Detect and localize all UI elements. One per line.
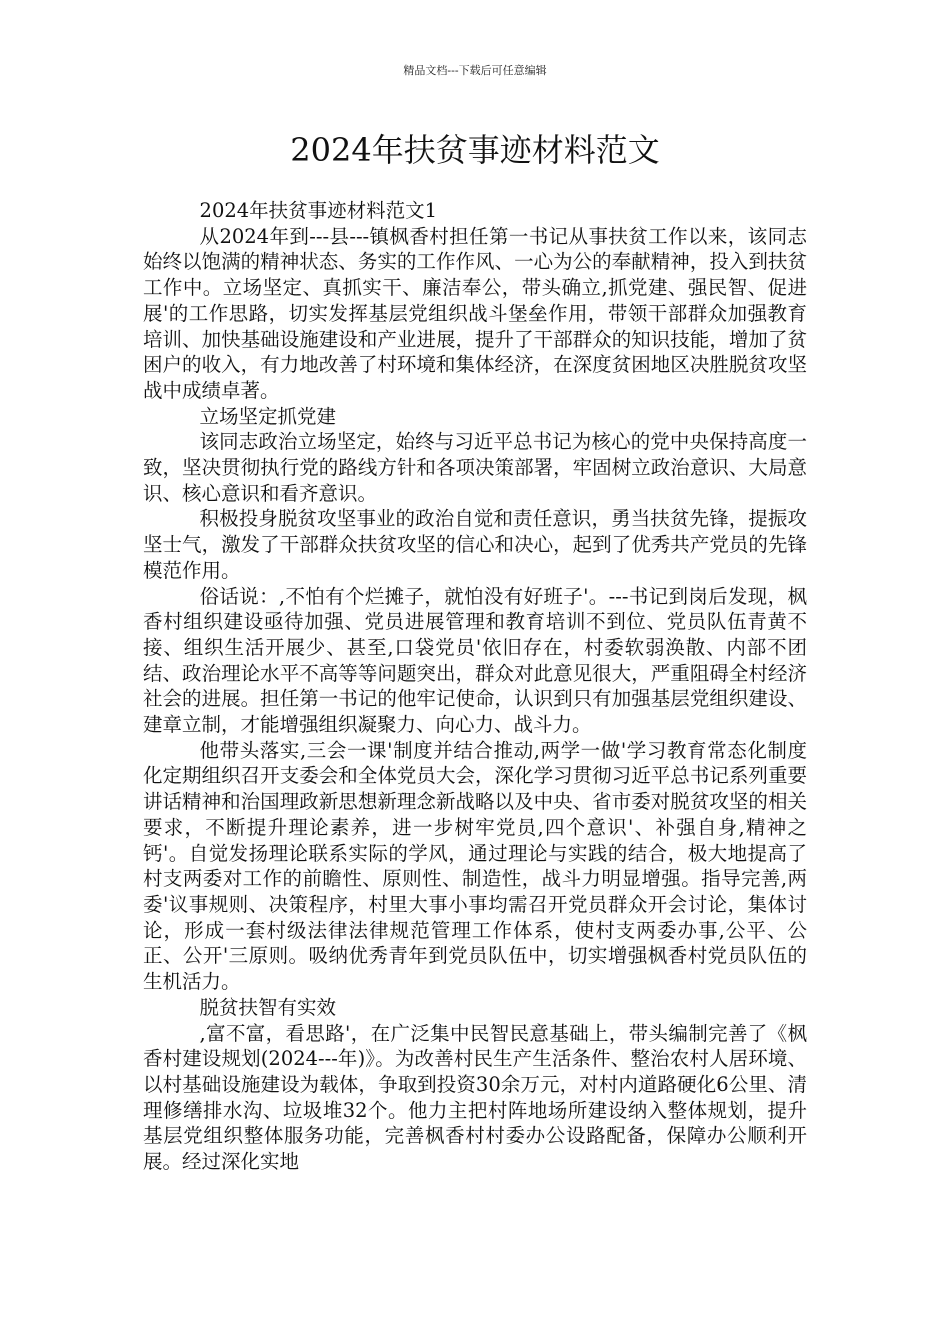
document-title: 2024年扶贫事迹材料范文	[290, 131, 660, 169]
document-body	[143, 198, 807, 1175]
header-note: 精品文档---下载后可任意编辑	[403, 64, 547, 77]
paragraph-system-building: 他带头落实,三会一课'制度并结合推动,两学一做'学习教育常态化制度化定期组织召开支委会和全体党员大会，深化学习贯彻习近平总书记系列重要讲话精神和治国理政新思想新理念新战略以及中央、省市委对脱贫攻坚的相关要求，不断提升理论素养，进一步树牢党员,四个意识'、补强自身,精神之钙'。自觉发扬理论联系实际的学风，通过理论与实践的结合，极大地提高了村支两委对工作的前瞻性、原则性、制造性，战斗力明显增强。指导完善,两委'议事规则、决策程序，村里大事小事均需召开党员群众开会讨论，集体讨论，形成一套村级法律法律规范管理工作体系，使村支两委办事,公平、公正、公开'三原则。吸纳优秀青年到党员队伍中，切实增强枫香村党员队伍的生机活力。	[143, 738, 807, 994]
paragraph-planning: ,富不富，看思路'，在广泛集中民智民意基础上，带头编制完善了《枫香村建设规划(2024---年)》。为改善村民生产生活条件、整治农村人居环境、以村基础设施建设为载体，争取到投资30余万元，对村内道路硬化6公里、清理修缮排水沟、垃圾堆32个。他力主把村阵地场所建设纳入整体规划，提升基层党组织整体服务功能，完善枫香村村委办公设路配备，保障办公顺利开展。经过深化实地	[143, 1021, 807, 1174]
section-subtitle: 2024年扶贫事迹材料范文1	[199, 199, 438, 222]
section-heading-party-building: 立场坚定抓党建	[199, 404, 337, 428]
paragraph-responsibility: 积极投身脱贫攻坚事业的政治自觉和责任意识，勇当扶贫先锋，提振攻坚士气，激发了干部群众扶贫攻坚的信心和决心，起到了优秀共产党员的先锋模范作用。	[143, 507, 807, 582]
paragraph-political-stance: 该同志政治立场坚定，始终与习近平总书记为核心的党中央保持高度一致，坚决贯彻执行党的路线方针和各项决策部署，牢固树立政治意识、大局意识、核心意识和看齐意识。	[143, 430, 807, 505]
section-heading-poverty-relief: 脱贫扶智有实效	[199, 995, 337, 1019]
paragraph-intro: 从2024年到---县---镇枫香村担任第一书记从事扶贫工作以来，该同志始终以饱满的精神状态、务实的工作作风、一心为公的奉献精神，投入到扶贫工作中。立场坚定、真抓实干、廉洁奉公，带头确立,抓党建、强民智、促进展'的工作思路，切实发挥基层党组织战斗堡垒作用，带领干部群众加强教育培训、加快基础设施建设和产业进展，提升了干部群众的知识技能，增加了贫困户的收入，有力地改善了村环境和集体经济，在深度贫困地区决胜脱贫攻坚战中成绩卓著。	[143, 224, 807, 402]
paragraph-organization: 俗话说：,不怕有个烂摊子，就怕没有好班子'。---书记到岗后发现，枫香村组织建设亟待加强、党员进展管理和教育培训不到位、党员队伍青黄不接、组织生活开展少、甚至,口袋党员'依旧存在，村委软弱涣散、内部不团结、政治理论水平不高等等问题突出，群众对此意见很大，严重阻碍全村经济社会的进展。担任第一书记的他牢记使命，认识到只有加强基层党组织建设、建章立制，才能增强组织凝聚力、向心力、战斗力。	[143, 584, 807, 737]
